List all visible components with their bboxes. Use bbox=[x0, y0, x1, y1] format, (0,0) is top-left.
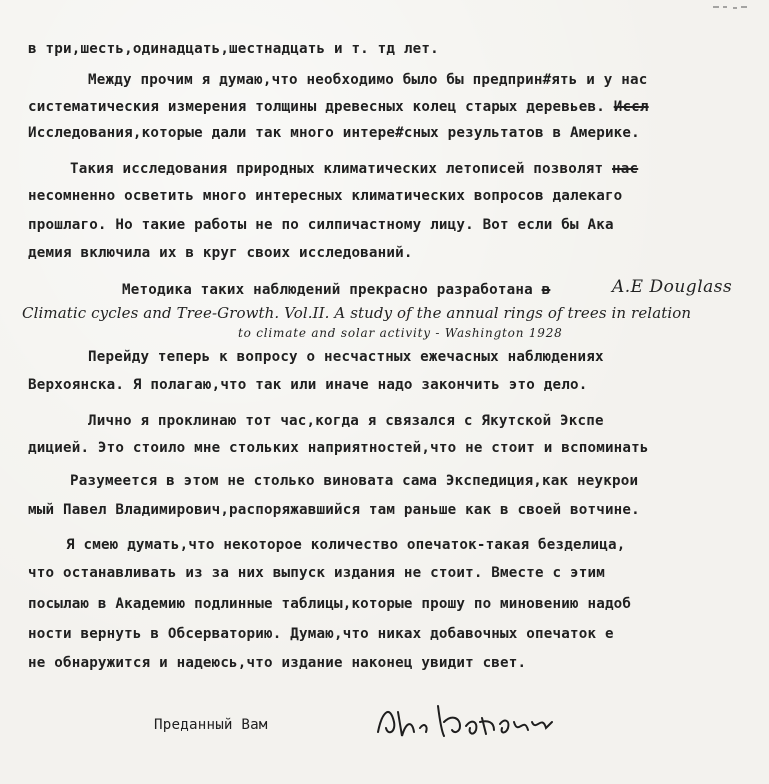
corner-scratch-marks bbox=[711, 4, 751, 14]
text-line-7: прошлаго. Но такие работы не по силпичастному лицу. Вот если бы Ака bbox=[28, 217, 614, 233]
text-line-20: не обнаружится и надеюсь,что издание наконец увидит свет. bbox=[28, 655, 527, 671]
text-line-18: посылаю в Академию подлинные таблицы,которые прошу по миновению надоб bbox=[28, 596, 632, 612]
text-line-12: Лично я проклинаю тот час,когда я связался с Якутской Экспе bbox=[88, 413, 604, 429]
text-line-2: Между прочим я думаю,что необходимо было бы предприн#ять и у нас bbox=[88, 72, 648, 88]
struck-word-2: нас bbox=[612, 161, 639, 177]
text-line-15: мый Павел Владимирович,распоряжавшийся там раньше как в своей вотчине. bbox=[28, 502, 640, 518]
text-line-14: Разумеется в этом не столько виновата сама Экспедиция,как неукрои bbox=[70, 473, 639, 489]
signature-icon bbox=[368, 692, 568, 752]
struck-word-3: в bbox=[541, 282, 551, 298]
closing-text: Преданный Вам bbox=[154, 717, 268, 733]
text-line-17: что останавливать из за них выпуск издания не стоит. Вместе с этим bbox=[28, 565, 605, 581]
text-line-10: Перейду теперь к вопросу о несчастных ежечасных наблюдениях bbox=[88, 349, 604, 365]
handwritten-title-2: to climate and solar activity - Washington 1928 bbox=[238, 326, 563, 340]
handwritten-author: A.E Douglass bbox=[612, 277, 733, 297]
text-line-6: несомненно осветить много интересных климатических вопросов далекаго bbox=[28, 188, 623, 204]
text-line-4: Исследования,которые дали так много интере#сных результатов в Америке. bbox=[28, 125, 640, 141]
text-line-5 bbox=[70, 160, 638, 178]
text-line-9 bbox=[122, 281, 550, 299]
text-line-1: в три,шесть,одинадцать,шестнадцать и т. тд лет. bbox=[28, 41, 439, 57]
text-line-16: Я смею думать,что некоторое количество опечаток-такая безделица, bbox=[66, 537, 626, 553]
text-line-19: ности вернуть в Обсерваторию. Думаю,что никах добавочных опечаток е bbox=[28, 626, 614, 642]
text-line-3-content: систематическия измерения толщины древесных колец старых деревьев. bbox=[28, 99, 605, 115]
struck-word-1: Иссл bbox=[613, 99, 649, 115]
text-line-8: демия включила их в круг своих исследований. bbox=[28, 245, 413, 261]
handwritten-title: Climatic cycles and Tree-Growth. Vol.II. A study of the annual rings of trees in relation bbox=[22, 304, 692, 322]
text-line-3 bbox=[28, 98, 649, 116]
text-line-11: Верхоянска. Я полагаю,что так или иначе надо закончить это дело. bbox=[28, 377, 588, 393]
text-line-9-content: Методика таких наблюдений прекрасно разработана bbox=[122, 282, 533, 298]
text-line-5-content: Такия исследования природных климатических летописей позволят bbox=[70, 161, 604, 177]
text-line-13: дицией. Это стоило мне стольких наприятностей,что не стоит и вспоминать bbox=[28, 440, 649, 456]
